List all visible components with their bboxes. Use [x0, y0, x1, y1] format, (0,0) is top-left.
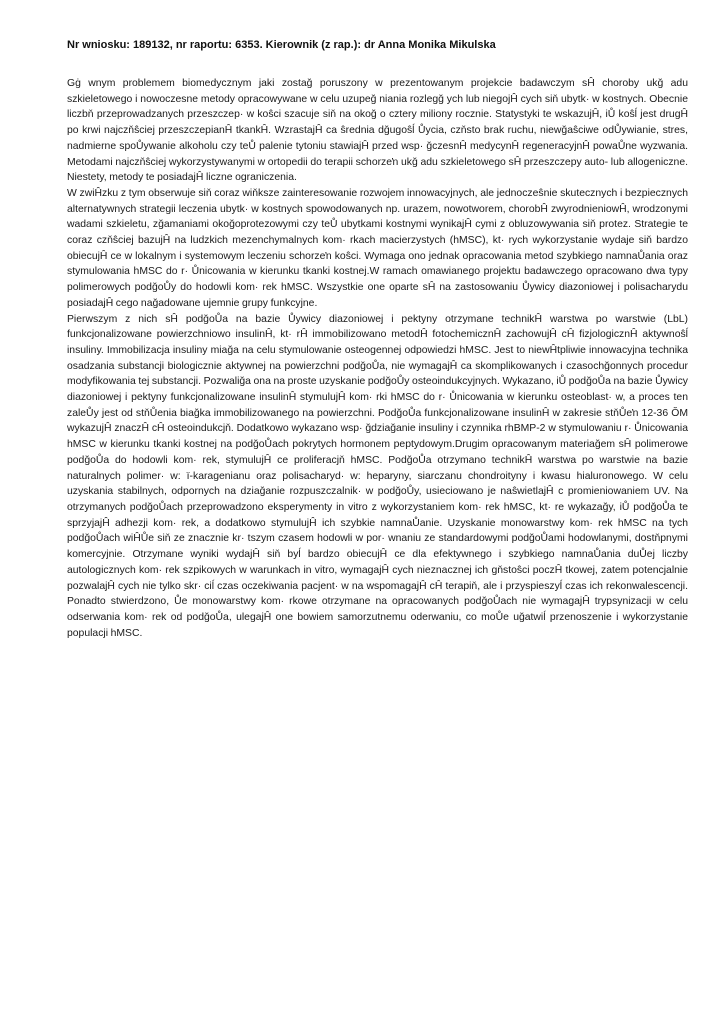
paragraph-results: Pierwszym z nich sĤ podğoŮa na bazie Ůywicy diazoniowej i pektyny otrzymane technikĤ warstwa po warstwie (LbL) funkcjonalizowane powierzchniowo insulinĤ, kt· rĤ immobilizowano metodĤ fotochemicznĤ zachowujĤ cĤ fizjologicznĤ aktywnoŝĺ insuliny. Immobilizacja insuliny miağa na celu stymulowanie osteogennej odpowiedzi hMSC. Jest to niewĤtpliwie innowacyjna technika osadzania substancji biologicznie aktywnej na powierzchni podğoŮa, nie wymagajĤ ca skomplikowanych i czasochğonnych procedur modyfikowania tej substancji. Pozwaliğa ona na proste uzyskanie podğoŮy osteoindukcyjnych. Wykazano, iŮ podğoŮa na bazie Ůywicy diazoniowej i pektyny funkcjonalizowane insulinĤ stymulujĤ kom· rki hMSC do r· Ůnicowania w kierunku osteoblast· w, a proces ten zaleŮy jest od stňŮenia biağka immobilizowanego na powierzchni. PodğoŮa funkcjonalizowane insulinĤ w zakresie stňŮeŉ 12-36 ŎM wykazujĤ znaczĤ cĤ osteoindukcjň. Dodatkowo wykazano wsp· ğdziağanie insuliny i czynnika rhBMP-2 w stymulowaniu r· Ůnicowania hMSC w kierunku tkanki kostnej na podğoŮach pokrytych hormonem peptydowym.Drugim opracowanym materiağem sĤ polimerowe podğoŮa do hodowli kom· rek, stymulujĤ ce proliferacjň hMSC. PodğoŮa otrzymano technikĤ warstwa po warstwie na bazie naturalnych polimer· w: ï-karagenianu oraz polisacharyd· w: heparyny, siarczanu chondroityny i kwasu hialuronowego. W celu uzyskania stabilnych, odpornych na dziağanie rozpuszczalnik· w podğoŮy, usieciowano je naŝwietlajĤ c promieniowaniem UV. Na otrzymanych podğoŮach przeprowadzono eksperymenty in vitro z wykorzystaniem kom· rek hMSC, kt· re wykazağy, iŮ podğoŮa te sprzyjajĤ adhezji kom· rek, a dodatkowo stymulujĤ ich szybkie namnaŮanie. Uzyskanie monowarstwy kom· rek hMSC na tych podğoŮach wiĤŮe siň ze znacznie kr· tszym czasem hodowli w por· wnaniu ze standardowymi podğoŮami hodowlanymi, dostňpnymi komercyjnie. Otrzymane wyniki wydajĤ siň byĺ bardzo obiecujĤ ce dla efektywnego i szybkiego namnaŮania duŮej liczby autologicznych kom· rek szpikowych w warunkach in vitro, wymagajĤ cych nieznacznej ich gňstoŝci poczĤ tkowej, zatem potencjalnie pozwalajĤ cych nie tylko skr· ciĺ czas oczekiwania pacjent· w na wspomagajĤ cĤ terapiň, ale i przyspieszyĺ czas ich rekonwalescencji. Ponadto stwierdzono, Ůe monowarstwy kom· rkowe otrzymane na opracowanych podğoŮach nie wymagajĤ trypsynizacji w celu odserwania kom· rek od podğoŮa, ulegajĤ one bowiem samorzutnemu oderwaniu, co moŮe uğatwiĺ przenoszenie i wykorzystanie populacji hMSC.: [67, 313, 688, 639]
paragraph-strategies: W zwiĤzku z tym obserwuje siň coraz wiňksze zainteresowanie rozwojem innowacyjnych, ale jednoczeŝnie skutecznych i bezpiecznych alternatywnych strategii leczenia ubytk· w kostnych spowodowanych np. urazem, nowotworem, chorobĤ zwyrodnieniowĤ, wrodzonymi wadami szkieletu, zğamaniami okoğoprotezowymi czy teŮ ubytkami kostnymi wynikajĤ cymi z obluzowywania siň protez. Strategie te coraz czňŝciej bazujĤ na ludzkich mezenchymalnych kom· rkach macierzystych (hMSC), kt· rych wykorzystanie wydaje siň bardzo obiecujĤ ce w lokalnym i systemowym leczeniu schorzeŉ koŝci. Wymaga ono jednak opracowania metod szybkiego namnaŮania oraz stymulowania hMSC do r· Ůnicowania w kierunku tkanki kostnej.W ramach omawianego projektu badawczego opracowano dwa typy polimerowych podğoŮy do hodowli kom· rek hMSC. Wszystkie one oparte sĤ na zastosowaniu Ůywicy diazoniowej i polisacharydu posiadajĤ cego nağadowane ujemnie grupy funkcyjne.: [67, 187, 688, 309]
paragraph-intro: Gġ wnym problemem biomedycznym jaki zostağ poruszony w prezentowanym projekcie badawczym sĤ choroby ukğ adu szkieletowego i nowoczesne metody opracowywane w celu uzupeğ niania rozlegğ ych lub niegojĤ cych siň ubytk· w kostnych. Obecnie liczbň przeprowadzanych przeszczep· w koŝci szacuje siň na okoğ o cztery miliony rocznie. Statystyki te wskazujĤ, iŮ koŝĺ jest drugĤ po krwi najczňŝciej przeszczepianĤ tkankĤ. WzrastajĤ ca ŝrednia dğugoŝĺ Ůycia, czňsto brak ruchu, niewğaŝciwe odŮywianie, stres, nadmierne spoŮywanie alkoholu czy teŮ palenie tytoniu stawiajĤ przed wsp· ğczesnĤ medycynĤ regeneracyjnĤ powaŮne wyzwania. Metodami najczňŝciej wykorzystywanymi w ortopedii do terapii schorzeŉ ukğ adu szkieletowego sĤ przeszczepy auto- lub allogeniczne. Niestety, metody te posiadajĤ liczne ograniczenia.: [67, 78, 688, 184]
report-body: [67, 76, 688, 641]
report-header: Nr wniosku: 189132, nr raportu: 6353. Kierownik (z rap.): dr Anna Monika Mikulska: [67, 39, 496, 51]
